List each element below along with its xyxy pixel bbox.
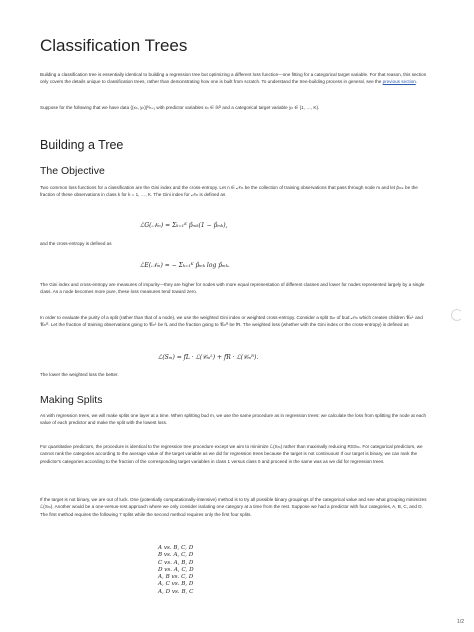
splits-paragraph-2: For quantitative predictors, the procedure is identical to the regression tree procedure except we aim to minimize ℒ(Sₘ) rather than maximally reducing RSSₘ. For categorical predictors, we cannot rank the categories according to the average value of the target variable as we did for regression trees because the target is not continuous! If our target is binary, we can rank the predictor's categories according to the fraction of the corresponding target variables in class 1 versus class 0 and proceed in the same was as we did for regression trees. <box>40 444 423 464</box>
split-item: A, C vs. B, D <box>158 581 194 588</box>
loading-spinner-icon <box>451 309 463 321</box>
subsection-heading-splits: Making Splits <box>40 394 103 406</box>
split-item: B vs. A, C, D <box>158 552 194 559</box>
page-number: 1/2 <box>457 619 464 625</box>
previous-section-link[interactable]: previous section <box>382 79 416 85</box>
intro-text-end: . <box>415 79 418 85</box>
split-item: D vs. A, C, D <box>158 566 194 573</box>
weighted-loss-equation: ℒ(Sₘ) = fL · ℒ(𝒞ₘᴸ) + fR · ℒ(𝒞ₘᴿ). <box>158 354 259 361</box>
objective-paragraph-4: In order to evaluate the purity of a split (rather than that of a node), we use the weighted Gini index or weighted cross-entropy. Consider a split Sₘ of bud 𝒩ₘ which creates children 𝒞ₘᴸ and 𝒞ₘᴿ. Let the fraction of training observations going to 𝒞ₘᴸ be fL and the fraction going to 𝒞ₘᴿ be fR. The weighted loss (whether with the Gini index or the cross-entropy) is defined as <box>40 315 423 328</box>
objective-paragraph-2: and the cross-entropy is defined as <box>40 241 112 246</box>
split-item: A vs. B, C, D <box>158 545 194 551</box>
objective-paragraph-3: The Gini index and cross-entropy are measures of impurity—they are higher for nodes with more equal representation of different classes and lower for nodes represented largely by a single class. As a node becomes more pure, these loss measures tend toward zero. <box>40 282 425 295</box>
split-list <box>158 545 194 596</box>
gini-equation: ℒG(𝒩ₘ) = Σₖ₌₁ᴷ p̂ₘₖ(1 − p̂ₘₖ), <box>140 222 228 229</box>
intro-text: Building a classification tree is essentially identical to building a regression tree but optimizing a different loss function—one fitting for a categorical target variable. For that reason, this section only covers the details unique to classification trees, rather than demonstrating how one is built from scratch. To understand the tree-building process in general, see the <box>40 72 427 85</box>
split-item: C vs. A, B, D <box>158 559 194 566</box>
split-item: A, B vs. C, D <box>158 574 194 581</box>
objective-paragraph-5: The lower the weighted loss the better. <box>40 372 119 377</box>
page-title: Classification Trees <box>40 36 188 55</box>
intro-paragraph-2: Suppose for the following that we have data {(xₙ, yₙ)}ᴺₙ₌₁ with predictor variables xₙ ∈ ℝᴰ and a categorical target variable yₙ ∈ {1, …, K}. <box>40 105 320 110</box>
intro-paragraph-1 <box>40 71 430 86</box>
subsection-heading-objective: The Objective <box>40 165 105 177</box>
entropy-equation: ℒE(𝒩ₘ) = − Σₖ₌₁ᴷ p̂ₘₖ log p̂ₘₖ. <box>140 262 230 269</box>
splits-paragraph-3: If the target is not binary, we are out of luck. One (potentially computationally-intensive) method is to try all possible binary groupings of the categorical value and see what grouping minimizes ℒ(Sₘ). Another would be a one-versus-rest approach where we only consider isolating one category at a time from the rest. Suppose we had a predictor with four categories, A, B, C, and D. The first method requires the following 7 splits while the second method requires only the first four splits. <box>40 497 427 517</box>
splits-paragraph-1: As with regression trees, we will make splits one layer at a time. When splitting bud m, we use the same procedure as in regression trees: we calculate the loss from splitting the node at each value of each predictor and make the split with the lowest loss. <box>40 413 427 426</box>
split-item: A, D vs. B, C <box>158 588 194 595</box>
section-heading-building: Building a Tree <box>40 138 124 152</box>
objective-paragraph-1: Two common loss functions for a classification are the Gini index and the cross-entropy. Let n ∈ 𝒩ₘ be the collection of training observations that pass through node m and let p̂ₘₖ be the fraction of these observations in class k for k = 1, …, K. The Gini index for 𝒩ₘ is defined as <box>40 185 418 198</box>
